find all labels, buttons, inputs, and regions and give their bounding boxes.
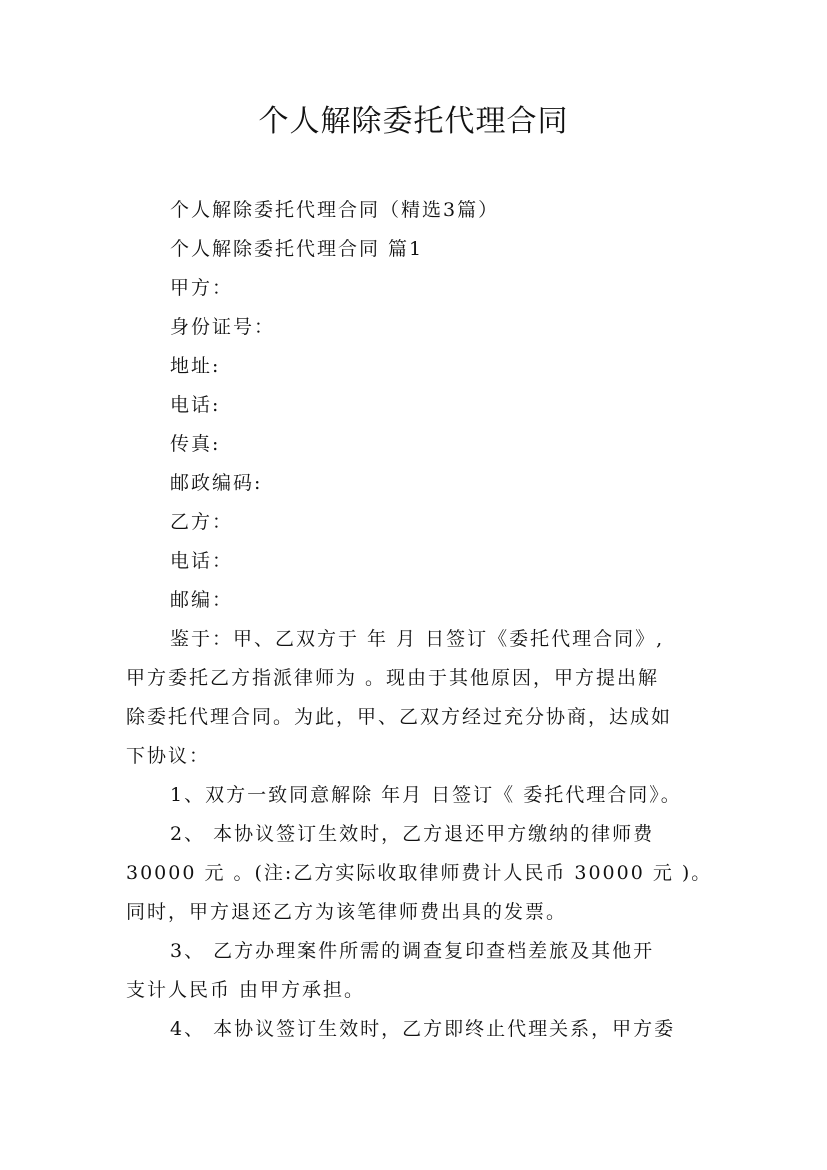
clause-4: 4、 本协议签订生效时，乙方即终止代理关系，甲方委 [170,1018,676,1040]
party-b-phone-label: 电话： [170,550,234,572]
paragraph-line: 30000 元 。(注:乙方实际收取律师费计人民币 30000 元 )。 [126,862,713,884]
paragraph-line: 鉴于：甲、乙双方于 年 月 日签订《委托代理合同》, [170,628,665,650]
id-number-label: 身份证号： [170,316,276,338]
clause-2: 2、 本协议签订生效时，乙方退还甲方缴纳的律师费 [170,823,655,845]
clause-3: 3、 乙方办理案件所需的调查复印查档差旅及其他开 [170,940,655,962]
paragraph-line: 甲方委托乙方指派律师为 。现由于其他原因，甲方提出解 [126,667,660,689]
document-title: 个人解除委托代理合同 [258,104,569,139]
paragraph-line: 支计人民币 由甲方承担。 [126,979,366,1001]
paragraph-line: 下协议： [126,745,211,767]
section-heading: 个人解除委托代理合同 篇1 [170,238,424,260]
postal-code-label: 邮政编码: [170,472,263,494]
party-b-postcode-label: 邮编： [170,589,234,611]
clause-1: 1、双方一致同意解除 年月 日签订《 委托代理合同》。 [170,784,682,806]
paragraph-line: 同时，甲方退还乙方为该笔律师费出具的发票。 [126,901,568,923]
party-a-label: 甲方： [170,277,234,299]
paragraph-line: 除委托代理合同。为此，甲、乙双方经过充分协商，达成如 [126,706,673,728]
party-b-label: 乙方： [170,511,234,533]
address-label: 地址: [170,355,221,377]
fax-label: 传真: [170,433,221,455]
subtitle-line: 个人解除委托代理合同（精选3篇） [170,199,500,221]
phone-label: 电话: [170,394,221,416]
